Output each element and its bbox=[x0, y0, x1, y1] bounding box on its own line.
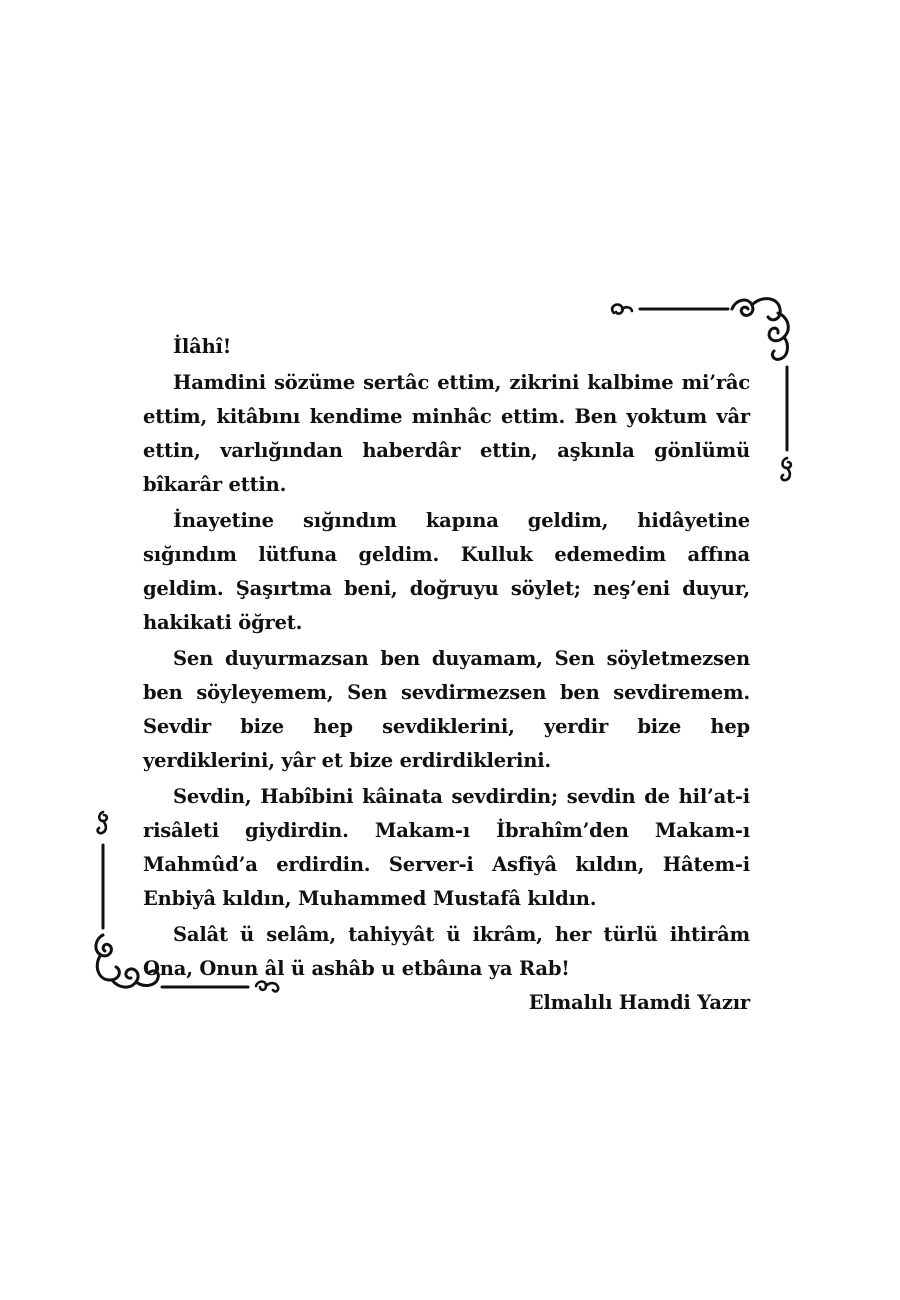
paragraph-3: Sen duyurmazsan ben duyamam, Sen söyletmezsen ben söyleyemem, Sen sevdirmezsen ben sevdiremem. Sevdir bize hep sevdiklerini, yerdir bize hep yerdiklerini, yâr et bize erdirdiklerini. bbox=[143, 647, 750, 772]
author-signature: Elmalılı Hamdi Yazır bbox=[528, 991, 750, 1014]
paragraph-5: Salât ü selâm, tahiyyât ü ikrâm, her türlü ihtirâm Ona, Onun âl ü ashâb u etbâına ya Rab! bbox=[143, 923, 750, 980]
prayer-heading: İlâhî! bbox=[173, 335, 232, 358]
prayer-text bbox=[143, 330, 750, 1020]
paragraph-1: Hamdini sözüme sertâc ettim, zikrini kalbime mi’râc ettim, kitâbını kendime minhâc ettim. Ben yoktum vâr ettin, varlığından haberdâr ettin, aşkınla gönlümü bîkarâr ettin. bbox=[143, 371, 750, 496]
paragraph-2: İnayetine sığındım kapına geldim, hidâyetine sığındım lütfuna geldim. Kulluk edemedim affına geldim. Şaşırtma beni, doğruyu söylet; neş’eni duyur, hakikati öğret. bbox=[143, 509, 750, 634]
paragraph-4: Sevdin, Habîbini kâinata sevdirdin; sevdin de hil’at-i risâleti giydirdin. Makam-ı İbrahîm’den Makam-ı Mahmûd’a erdirdin. Server-i Asfiyâ kıldın, Hâtem-i Enbiyâ kıldın, Muhammed Mustafâ kıldın. bbox=[143, 785, 750, 910]
